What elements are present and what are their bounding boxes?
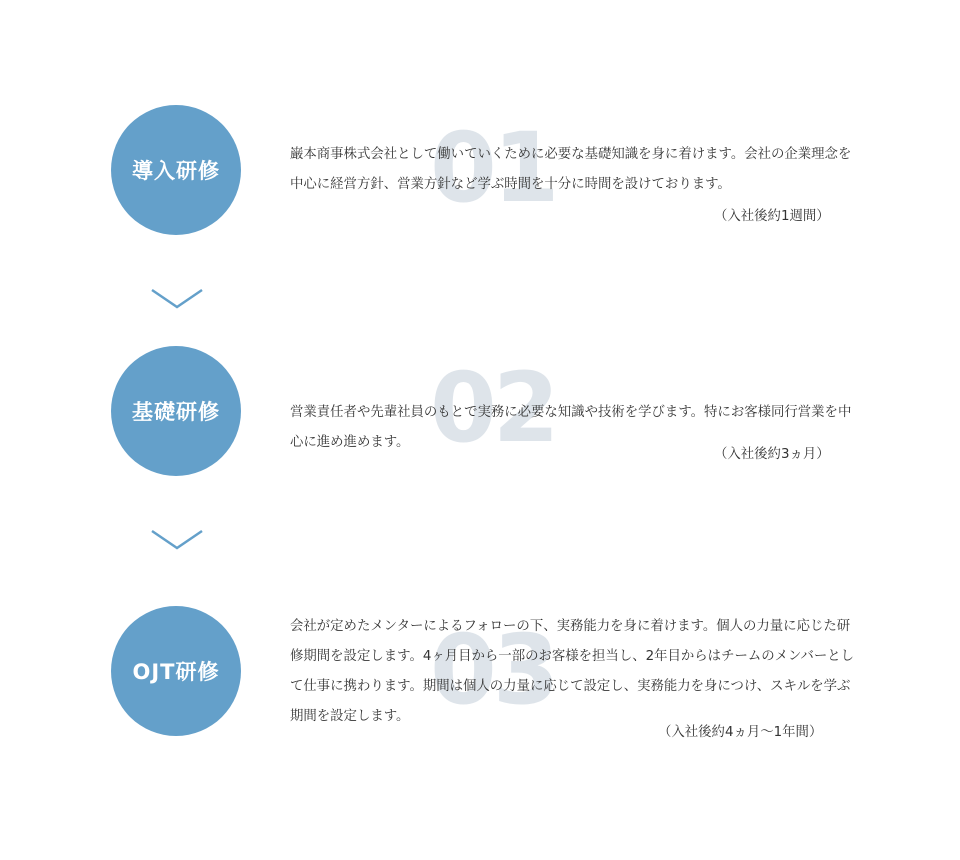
- step-2-title: 基礎研修: [132, 400, 220, 424]
- step-3-title: OJT研修: [132, 660, 220, 684]
- chevron-down-icon: [150, 288, 204, 310]
- step-2-period: （入社後約3ヵ月）: [714, 447, 830, 462]
- step-1-circle: [111, 105, 241, 235]
- step-3-circle: [111, 606, 241, 736]
- step-1-description: 巌本商事株式会社として働いていくために必要な基礎知識を身に着けます。会社の企業理念を中心に経営方針、営業方針など学ぶ時間を十分に時間を設けております。: [290, 147, 852, 192]
- step-2-number: 02: [430, 352, 556, 464]
- step-1-title: 導入研修: [132, 159, 220, 183]
- step-1-period: （入社後約1週間）: [714, 209, 830, 224]
- chevron-down-icon: [150, 529, 204, 551]
- step-3-number: 03: [430, 614, 556, 726]
- step-3-description: 会社が定めたメンターによるフォローの下、実務能力を身に着けます。個人の力量に応じた研修期間を設定します。4ヶ月目から一部のお客様を担当し、2年目からはチームのメンバーとして仕事に携わります。期間は個人の力量に応じて設定し、実務能力を身につけ、スキルを学ぶ期間を設定します。: [290, 619, 855, 724]
- step-2-circle: [111, 346, 241, 476]
- step-1-number: 01: [430, 112, 556, 224]
- step-3-period: （入社後約4ヵ月～1年間）: [658, 725, 823, 740]
- step-2-description: 営業責任者や先輩社員のもとで実務に必要な知識や技術を学びます。特にお客様同行営業を中心に進め進めます。: [290, 405, 852, 450]
